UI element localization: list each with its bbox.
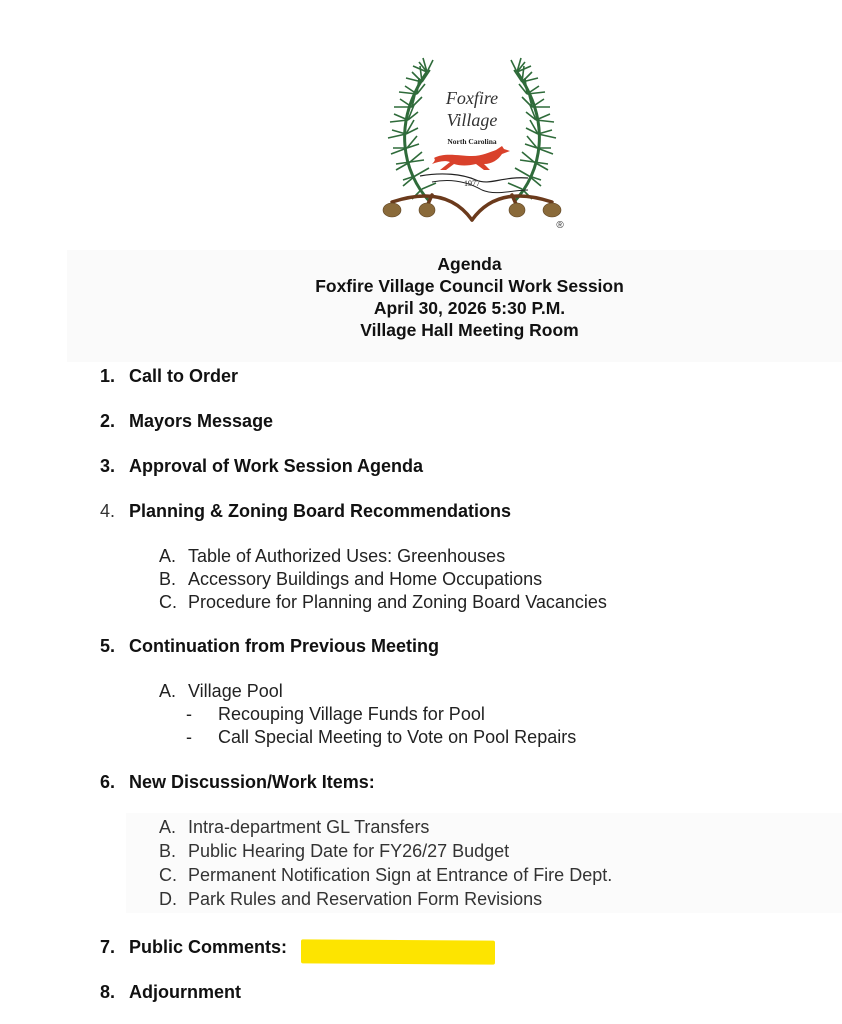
branch-icon xyxy=(392,195,552,220)
sub-item-text: Public Hearing Date for FY26/27 Budget xyxy=(188,841,510,861)
sub-item-text: Park Rules and Reservation Form Revisions xyxy=(188,889,543,909)
sub-item-letter: D. xyxy=(159,889,177,909)
sub-item-letter: B. xyxy=(159,569,177,589)
bullet-text: Call Special Meeting to Vote on Pool Repairs xyxy=(218,727,577,747)
item-text: Mayors Message xyxy=(129,411,274,431)
agenda-heading: Agenda xyxy=(437,254,502,274)
item-number: 1. xyxy=(100,366,116,386)
item-number: 7. xyxy=(100,937,116,957)
sub-item-text: Permanent Notification Sign at Entrance of Fire Dept. xyxy=(188,865,613,885)
sub-item-text: Procedure for Planning and Zoning Board Vacancies xyxy=(188,592,607,612)
sub-item-letter: A. xyxy=(159,546,177,566)
item-number: 3. xyxy=(100,456,116,476)
pine-branch-right-icon xyxy=(508,58,556,202)
dash-marker: - xyxy=(186,704,192,724)
meeting-datetime: April 30, 2026 5:30 P.M. xyxy=(373,298,566,318)
logo-name-line1: Foxfire xyxy=(445,88,499,108)
sub-item-letter: B. xyxy=(159,841,177,861)
item-text: Planning & Zoning Board Recommendations xyxy=(129,501,512,521)
pine-branch-left-icon xyxy=(388,58,436,202)
sub-item-letter: A. xyxy=(159,817,177,837)
item-text: Approval of Work Session Agenda xyxy=(129,456,424,476)
logo-state: North Carolina xyxy=(447,137,497,146)
item-text: New Discussion/Work Items: xyxy=(129,772,375,792)
sub-item-letter: C. xyxy=(159,865,177,885)
sub-item-text: Intra-department GL Transfers xyxy=(188,817,430,837)
sub-item-text: Village Pool xyxy=(188,681,283,701)
foxfire-village-logo xyxy=(372,52,572,232)
item-text: Continuation from Previous Meeting xyxy=(129,636,440,656)
logo-name-line2: Village xyxy=(446,110,498,130)
sub-item-letter: A. xyxy=(159,681,177,701)
sub-item-letter: C. xyxy=(159,592,177,612)
item-text: Public Comments: xyxy=(129,937,288,957)
meeting-location: Village Hall Meeting Room xyxy=(360,320,579,340)
item-number: 4. xyxy=(100,501,116,521)
sub-item-text: Accessory Buildings and Home Occupations xyxy=(188,569,543,589)
item-number: 6. xyxy=(100,772,116,792)
item-text: Call to Order xyxy=(129,366,239,386)
logo-year: 1977 xyxy=(464,179,480,188)
item-number: 5. xyxy=(100,636,116,656)
bullet-text: Recouping Village Funds for Pool xyxy=(218,704,485,724)
redaction-highlight xyxy=(301,939,495,964)
sub-item-text: Table of Authorized Uses: Greenhouses xyxy=(188,546,506,566)
item-number: 8. xyxy=(100,982,116,1002)
registered-mark: ® xyxy=(556,220,564,231)
dash-marker: - xyxy=(186,727,192,747)
fox-icon xyxy=(432,146,510,170)
item-text: Adjournment xyxy=(129,982,241,1002)
item-number: 2. xyxy=(100,411,116,431)
pine-cone-icon xyxy=(383,203,561,217)
meeting-title: Foxfire Village Council Work Session xyxy=(315,276,624,296)
